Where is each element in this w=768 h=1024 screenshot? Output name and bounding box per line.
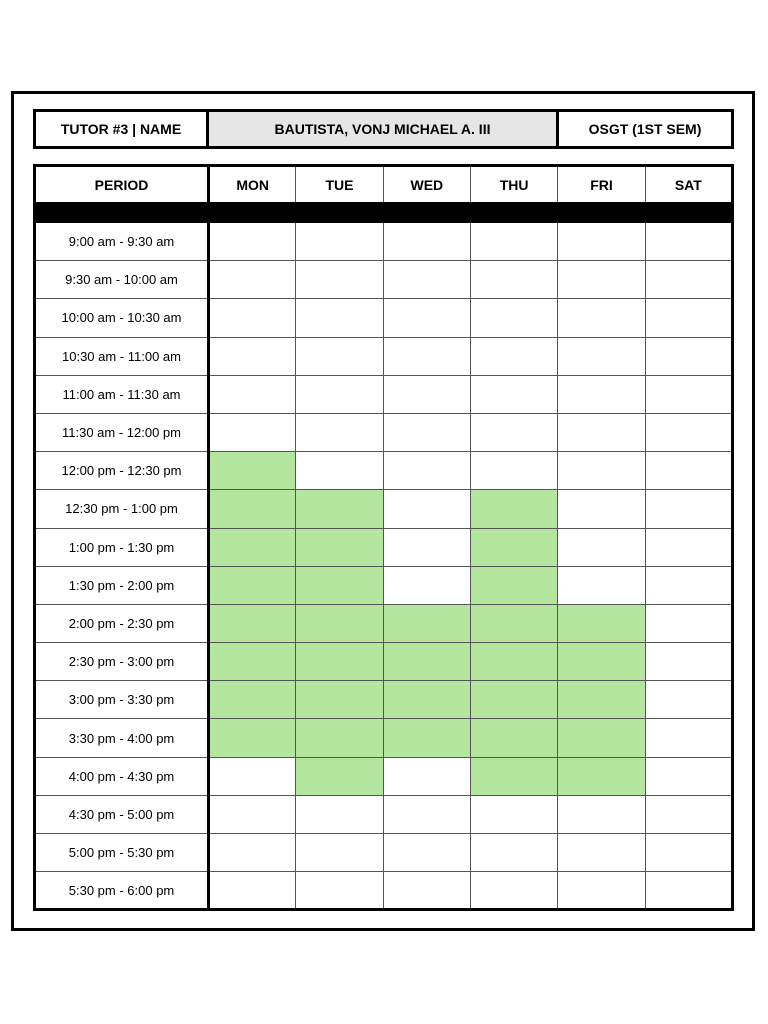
slot-thu-available [470, 490, 557, 528]
slot-tue-empty [296, 452, 383, 490]
column-header-wed: WED [383, 166, 470, 203]
slot-sat-empty [645, 604, 732, 642]
period-time: 5:30 pm - 6:00 pm [35, 872, 209, 910]
slot-fri-empty [558, 566, 645, 604]
period-time: 10:30 am - 11:00 am [35, 337, 209, 375]
slot-thu-available [470, 681, 557, 719]
slot-fri-empty [558, 528, 645, 566]
slot-mon-available [209, 604, 296, 642]
slot-tue-available [296, 566, 383, 604]
slot-wed-available [383, 681, 470, 719]
slot-tue-empty [296, 795, 383, 833]
slot-fri-empty [558, 413, 645, 451]
slot-wed-empty [383, 299, 470, 337]
slot-wed-empty [383, 452, 470, 490]
slot-fri-available [558, 604, 645, 642]
slot-thu-empty [470, 223, 557, 261]
slot-thu-available [470, 719, 557, 757]
slot-sat-empty [645, 261, 732, 299]
table-row [35, 413, 733, 451]
slot-wed-available [383, 719, 470, 757]
slot-fri-empty [558, 261, 645, 299]
slot-wed-empty [383, 413, 470, 451]
slot-wed-empty [383, 795, 470, 833]
slot-fri-empty [558, 490, 645, 528]
slot-mon-available [209, 719, 296, 757]
slot-mon-empty [209, 223, 296, 261]
slot-mon-empty [209, 413, 296, 451]
period-time: 11:00 am - 11:30 am [35, 375, 209, 413]
slot-tue-available [296, 490, 383, 528]
slot-tue-empty [296, 337, 383, 375]
slot-tue-empty [296, 261, 383, 299]
slot-tue-empty [296, 375, 383, 413]
tutor-label: TUTOR #3 | NAME [36, 112, 209, 146]
period-time: 4:00 pm - 4:30 pm [35, 757, 209, 795]
slot-wed-available [383, 604, 470, 642]
slot-wed-empty [383, 490, 470, 528]
slot-mon-available [209, 528, 296, 566]
period-time: 1:00 pm - 1:30 pm [35, 528, 209, 566]
slot-mon-available [209, 490, 296, 528]
table-row [35, 452, 733, 490]
slot-mon-empty [209, 337, 296, 375]
band-cell [645, 203, 732, 223]
slot-sat-empty [645, 337, 732, 375]
table-row [35, 719, 733, 757]
slot-wed-available [383, 643, 470, 681]
slot-thu-empty [470, 261, 557, 299]
slot-fri-empty [558, 795, 645, 833]
slot-mon-empty [209, 795, 296, 833]
period-time: 9:00 am - 9:30 am [35, 223, 209, 261]
slot-mon-available [209, 452, 296, 490]
table-row [35, 490, 733, 528]
table-row [35, 643, 733, 681]
band-cell [383, 203, 470, 223]
period-time: 10:00 am - 10:30 am [35, 299, 209, 337]
period-time: 1:30 pm - 2:00 pm [35, 566, 209, 604]
slot-tue-empty [296, 413, 383, 451]
slot-sat-empty [645, 757, 732, 795]
band-cell [209, 203, 296, 223]
slot-thu-empty [470, 872, 557, 910]
table-row [35, 604, 733, 642]
period-time: 4:30 pm - 5:00 pm [35, 795, 209, 833]
slot-fri-available [558, 719, 645, 757]
slot-mon-empty [209, 834, 296, 872]
slot-sat-empty [645, 299, 732, 337]
slot-sat-empty [645, 528, 732, 566]
slot-wed-empty [383, 566, 470, 604]
slot-thu-available [470, 757, 557, 795]
band-cell [470, 203, 557, 223]
slot-wed-empty [383, 834, 470, 872]
separator-band [35, 203, 733, 223]
period-time: 3:00 pm - 3:30 pm [35, 681, 209, 719]
schedule-table [33, 164, 734, 911]
slot-tue-available [296, 528, 383, 566]
slot-wed-empty [383, 528, 470, 566]
period-time: 2:00 pm - 2:30 pm [35, 604, 209, 642]
slot-fri-empty [558, 834, 645, 872]
column-header-period: PERIOD [35, 166, 209, 203]
slot-sat-empty [645, 223, 732, 261]
slot-thu-available [470, 643, 557, 681]
slot-mon-empty [209, 872, 296, 910]
slot-sat-empty [645, 452, 732, 490]
slot-thu-available [470, 604, 557, 642]
slot-sat-empty [645, 413, 732, 451]
slot-sat-empty [645, 795, 732, 833]
slot-sat-empty [645, 681, 732, 719]
slot-tue-available [296, 604, 383, 642]
slot-mon-empty [209, 757, 296, 795]
period-time: 12:30 pm - 1:00 pm [35, 490, 209, 528]
slot-wed-empty [383, 872, 470, 910]
slot-fri-empty [558, 299, 645, 337]
slot-sat-empty [645, 643, 732, 681]
slot-tue-empty [296, 834, 383, 872]
column-header-fri: FRI [558, 166, 645, 203]
slot-fri-available [558, 643, 645, 681]
slot-mon-empty [209, 299, 296, 337]
table-row [35, 681, 733, 719]
band-cell [558, 203, 645, 223]
slot-fri-empty [558, 375, 645, 413]
slot-thu-empty [470, 337, 557, 375]
slot-tue-available [296, 719, 383, 757]
table-row [35, 375, 733, 413]
schedule-body [35, 203, 733, 910]
slot-wed-empty [383, 261, 470, 299]
slot-thu-empty [470, 413, 557, 451]
slot-fri-available [558, 757, 645, 795]
slot-thu-available [470, 528, 557, 566]
period-time: 5:00 pm - 5:30 pm [35, 834, 209, 872]
slot-sat-empty [645, 375, 732, 413]
slot-tue-available [296, 643, 383, 681]
table-row [35, 566, 733, 604]
slot-tue-empty [296, 223, 383, 261]
slot-thu-empty [470, 834, 557, 872]
table-row [35, 795, 733, 833]
period-time: 3:30 pm - 4:00 pm [35, 719, 209, 757]
slot-thu-empty [470, 452, 557, 490]
slot-fri-available [558, 681, 645, 719]
slot-wed-empty [383, 223, 470, 261]
slot-fri-empty [558, 452, 645, 490]
band-cell [296, 203, 383, 223]
header-row [35, 166, 733, 203]
table-row [35, 299, 733, 337]
table-row [35, 757, 733, 795]
table-row [35, 337, 733, 375]
period-time: 12:00 pm - 12:30 pm [35, 452, 209, 490]
slot-mon-empty [209, 375, 296, 413]
period-time: 2:30 pm - 3:00 pm [35, 643, 209, 681]
period-time: 11:30 am - 12:00 pm [35, 413, 209, 451]
slot-wed-empty [383, 337, 470, 375]
slot-wed-empty [383, 757, 470, 795]
slot-tue-empty [296, 872, 383, 910]
slot-sat-empty [645, 566, 732, 604]
slot-fri-empty [558, 337, 645, 375]
table-row [35, 261, 733, 299]
column-header-thu: THU [470, 166, 557, 203]
tutor-name: BAUTISTA, VONJ MICHAEL A. III [209, 112, 559, 146]
slot-mon-available [209, 681, 296, 719]
slot-mon-empty [209, 261, 296, 299]
period-time: 9:30 am - 10:00 am [35, 261, 209, 299]
term-label: OSGT (1ST SEM) [588, 121, 702, 137]
slot-tue-available [296, 681, 383, 719]
table-row [35, 528, 733, 566]
slot-mon-available [209, 643, 296, 681]
table-row [35, 223, 733, 261]
column-header-mon: MON [209, 166, 296, 203]
slot-thu-available [470, 566, 557, 604]
table-row [35, 834, 733, 872]
slot-tue-available [296, 757, 383, 795]
tutor-header [33, 109, 734, 149]
slot-sat-empty [645, 490, 732, 528]
slot-mon-available [209, 566, 296, 604]
slot-fri-empty [558, 872, 645, 910]
slot-fri-empty [558, 223, 645, 261]
band-cell [35, 203, 209, 223]
table-row [35, 872, 733, 910]
slot-thu-empty [470, 795, 557, 833]
slot-thu-empty [470, 299, 557, 337]
slot-tue-empty [296, 299, 383, 337]
slot-sat-empty [645, 719, 732, 757]
slot-sat-empty [645, 872, 732, 910]
column-header-sat: SAT [645, 166, 732, 203]
slot-wed-empty [383, 375, 470, 413]
slot-thu-empty [470, 375, 557, 413]
slot-sat-empty [645, 834, 732, 872]
column-header-tue: TUE [296, 166, 383, 203]
